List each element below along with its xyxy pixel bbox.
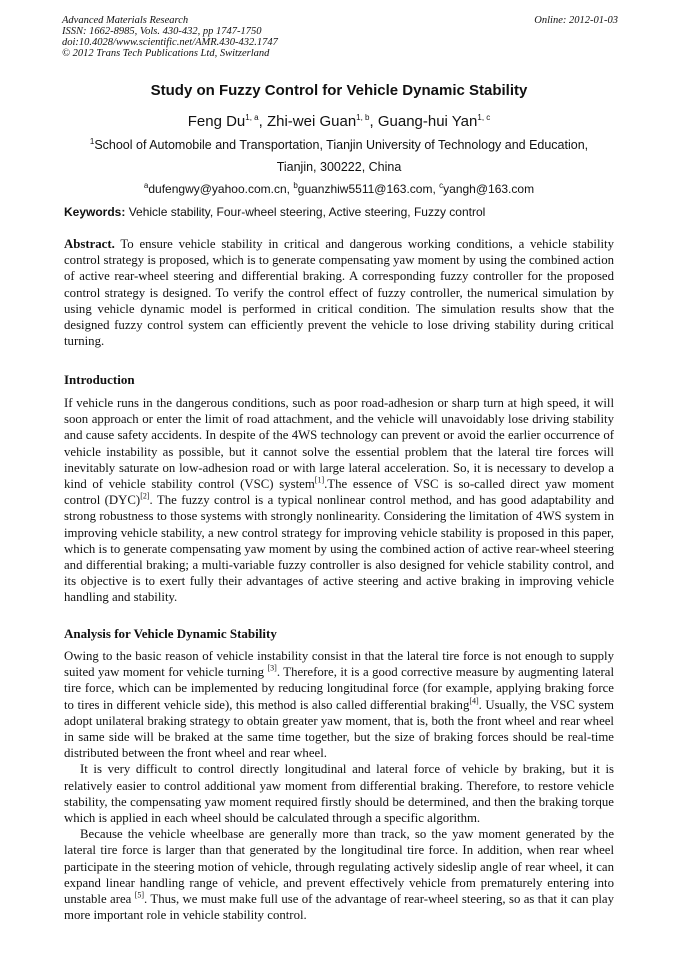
citation[interactable]: [2] [140,491,150,501]
citation[interactable]: [4] [469,696,479,706]
citation[interactable]: [3] [267,663,277,673]
affiliation-line-1 [0,138,678,152]
email-sup: b [293,181,298,190]
paper-title: Study on Fuzzy Control for Vehicle Dynamic Stability [150,82,528,99]
analysis-text: Because the vehicle wheelbase are generally more than track, so the yaw moment generated by the lateral tire force is larger than that generated by the longitudinal tire force. In addition, when rear wheel participate in the steering motion of vehicle, through regulating actively sideslip angle of rear wheel, it can expand linear handling range of vehicle, and prevent effectively vehicle from prematurely entering into unstable area [64,827,614,907]
analysis-text: Owing to the basic reason of vehicle instability consist in that the lateral tire force is not enough to supply suited yaw moment for vehicle turning [64,649,614,680]
copyright-line: © 2012 Trans Tech Publications Ltd, Switzerland [62,48,270,59]
email-address[interactable]: guanzhiw5511@163.com [297,182,433,196]
email-sup: a [143,181,149,190]
journal-header [62,15,618,59]
analysis-text: . Thus, we must make full use of the advantage of rear-wheel steering, so as that it can play more important role in vehicle stability control. [64,892,614,923]
abstract [64,236,614,349]
author-name: Feng Du [187,113,246,130]
author-sup: 1, b [356,113,370,122]
keywords-label: Keywords: [64,205,126,219]
keywords [64,205,620,219]
analysis-body [64,648,614,923]
citation[interactable]: [5] [134,890,145,900]
intro-text: . The fuzzy control is a typical nonlinear control method, and has good adaptability and strong robustness to those systems with strongly nonlinearity. Considering the limitation of 4WS system in improving vehicle stability, a new control strategy for improving vehicle stability is proposed in this paper, which is to generate compensating yaw moment by using the combined action of active rear-wheel steering and differential braking; a multi-variable fuzzy controller is also designed for vehicle stability control, and its objective is to exert fully their advantages of active steering and active braking in improving vehicle handling and stability. [64,493,614,605]
issn-line: ISSN: 1662-8985, Vols. 430-432, pp 1747-1750 [62,26,262,37]
author-sup: 1, a [245,113,259,122]
introduction-heading: Introduction [64,372,135,387]
email-sup: c [439,181,444,190]
analysis-heading: Analysis for Vehicle Dynamic Stability [64,626,277,641]
analysis-text: . Therefore, it is a good corrective measure by augmenting lateral tire force, which can be implemented by reducing longitudinal force (for example, applying braking force to tires in different vehicle side), this method is also called differential braking [64,665,614,712]
author-name: Guang-hui Yan [377,113,478,130]
author-list: Feng Du$^{1, a}$, Zhi-wei Guan$^{1, b}$, Guang-hui Yan$^{1, c}$ [187,113,491,130]
affiliation-text-1: School of Automobile and Transportation, Tianjin University of Technology and Education, [94,138,589,152]
author-sup: 1, c [477,113,491,122]
intro-text: .The essence of VSC is so-called direct yaw moment control (DYC) [64,477,615,508]
intro-text: If vehicle runs in the dangerous conditions, such as poor road-adhesion or sharp turn at high speed, it will soon approach or enter the limit of road attachment, and the vehicle will unavoidably lose driving stability and cause safety accidents. In despite of the 4WS technology can prevent or avoid the earlier occurrence of vehicle instability as possible, but it cannot solve the essential problem that the lateral tire forces will inevitably saturate on low-adhesion road or with large lateral acceleration. So, it is necessary to develop a kind of vehicle stability control (VSC) system [64,396,614,492]
citation[interactable]: [1] [314,475,325,485]
affiliation-text-2: Tianjin, 300222, China [276,160,402,174]
introduction-body [64,395,614,606]
abstract-text: To ensure vehicle stability in critical and dangerous working conditions, a vehicle stability control strategy is proposed, which is to generate compensating yaw moment by using the combined action of active rear-wheel steering and differential braking. A corresponding fuzzy controller for the proposed control strategy is designed. To verify the control effect of fuzzy controller, the numerical simulation by using vehicle dynamic model is performed in critical condition. The simulation results show that the designed fuzzy control system can efficiently prevent the vehicle to lose driving stability during critical turning. [64,237,615,349]
affiliation-sup: 1 [89,136,95,146]
analysis-paragraph-2: It is very difficult to control directly longitudinal and lateral force of vehicle by braking, but it is relatively easier to control additional yaw moment from differential braking. Therefore, to restore vehicle stability, the compensating yaw moment required firstly should be determined, and then the braking torque which is applied in each wheel should be calculated through a specific algorithm. [64,762,614,826]
email-address[interactable]: yangh@163.com [443,182,535,196]
abstract-label: Abstract. [64,237,115,251]
doi-line: doi:10.4028/www.scientific.net/AMR.430-432.1747 [62,37,278,48]
email-address[interactable]: dufengwy@yahoo.com.cn [148,182,287,196]
analysis-text: . Usually, the VSC system adopt unilateral braking strategy to obtain greater yaw moment, that is, both the front wheel and rear wheel in same side will be braked at the same time together, but the size of braking forces should be real-time distributed between the front wheel and rear wheel. [64,697,614,761]
journal-name: Advanced Materials Research [62,15,189,26]
author-name: Zhi-wei Guan [266,113,357,130]
affiliation-line-2 [0,160,678,174]
keywords-text: Vehicle stability, Four-wheel steering, Active steering, Fuzzy control [128,205,486,219]
email-list: $^a$dufengwy@yahoo.com.cn, $^b$guanzhiw5511@163.com, $^c$yangh@163.com [143,181,535,196]
online-date: Online: 2012-01-03 [534,15,618,26]
